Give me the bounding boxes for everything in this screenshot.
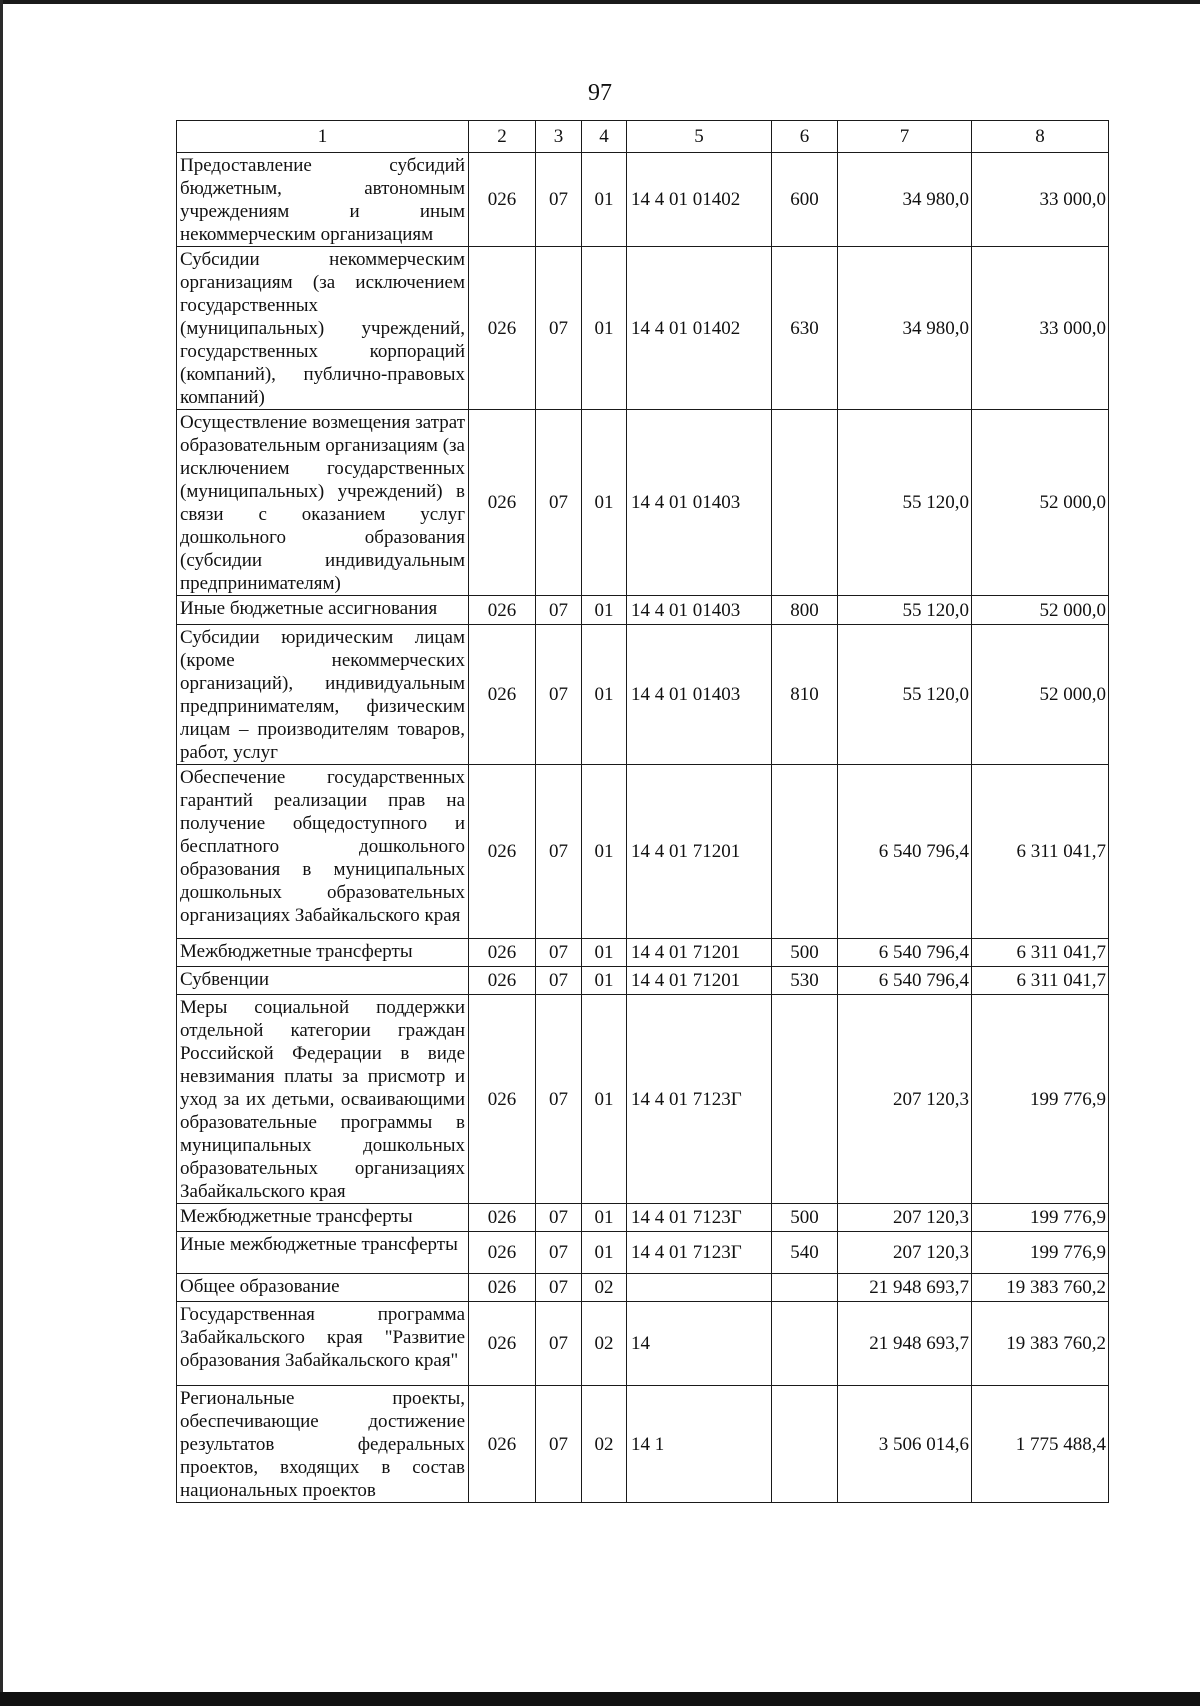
cell-subsection: 02 bbox=[582, 1274, 627, 1302]
table-row bbox=[177, 1232, 1109, 1274]
cell-amount-col7: 6 540 796,4 bbox=[838, 939, 972, 967]
header-cell-7: 7 bbox=[838, 121, 972, 153]
cell-expense-type: 500 bbox=[772, 939, 838, 967]
cell-section: 07 bbox=[536, 967, 582, 995]
cell-name: Иные бюджетные ассигнования bbox=[177, 596, 469, 625]
cell-admin-code: 026 bbox=[469, 153, 536, 247]
cell-target-article: 14 4 01 7123Г bbox=[627, 995, 772, 1204]
table-row bbox=[177, 596, 1109, 625]
cell-name: Меры социальной поддержки отдельной категории граждан Российской Федерации в виде невзимания платы за присмотр и уход за их детьми, осваивающими образовательные программы в муниципальных дошкольных образовательных организациях Забайкальского края bbox=[177, 995, 469, 1204]
header-cell-6: 6 bbox=[772, 121, 838, 153]
cell-section: 07 bbox=[536, 1386, 582, 1503]
cell-target-article bbox=[627, 1274, 772, 1302]
cell-admin-code: 026 bbox=[469, 967, 536, 995]
cell-target-article: 14 4 01 01403 bbox=[627, 596, 772, 625]
table-row bbox=[177, 1204, 1109, 1232]
table-row bbox=[177, 765, 1109, 939]
table-row bbox=[177, 1386, 1109, 1503]
cell-subsection: 01 bbox=[582, 995, 627, 1204]
cell-subsection: 01 bbox=[582, 153, 627, 247]
cell-subsection: 01 bbox=[582, 410, 627, 596]
cell-admin-code: 026 bbox=[469, 247, 536, 410]
cell-section: 07 bbox=[536, 1204, 582, 1232]
cell-target-article: 14 4 01 01403 bbox=[627, 410, 772, 596]
cell-admin-code: 026 bbox=[469, 765, 536, 939]
cell-subsection: 01 bbox=[582, 765, 627, 939]
cell-subsection: 02 bbox=[582, 1386, 627, 1503]
header-row bbox=[177, 121, 1109, 153]
header-cell-8: 8 bbox=[972, 121, 1109, 153]
cell-expense-type: 540 bbox=[772, 1232, 838, 1274]
cell-subsection: 01 bbox=[582, 596, 627, 625]
cell-admin-code: 026 bbox=[469, 596, 536, 625]
cell-expense-type: 600 bbox=[772, 153, 838, 247]
cell-section: 07 bbox=[536, 1232, 582, 1274]
cell-expense-type: 630 bbox=[772, 247, 838, 410]
cell-name: Предоставление субсидий бюджетным, автономным учреждениям и иным некоммерческим организациям bbox=[177, 153, 469, 247]
scan-border-bottom bbox=[0, 1692, 1200, 1706]
cell-admin-code: 026 bbox=[469, 995, 536, 1204]
cell-name: Межбюджетные трансферты bbox=[177, 939, 469, 967]
cell-amount-col8: 6 311 041,7 bbox=[972, 765, 1109, 939]
cell-target-article: 14 1 bbox=[627, 1386, 772, 1503]
table-row bbox=[177, 625, 1109, 765]
cell-amount-col8: 33 000,0 bbox=[972, 153, 1109, 247]
table-row bbox=[177, 1302, 1109, 1386]
cell-expense-type bbox=[772, 1274, 838, 1302]
budget-table bbox=[176, 120, 1109, 1503]
cell-amount-col7: 55 120,0 bbox=[838, 596, 972, 625]
cell-name: Иные межбюджетные трансферты bbox=[177, 1232, 469, 1274]
cell-admin-code: 026 bbox=[469, 1232, 536, 1274]
cell-amount-col8: 52 000,0 bbox=[972, 410, 1109, 596]
header-cell-1: 1 bbox=[177, 121, 469, 153]
table-row bbox=[177, 1274, 1109, 1302]
cell-expense-type: 530 bbox=[772, 967, 838, 995]
cell-section: 07 bbox=[536, 410, 582, 596]
cell-amount-col8: 6 311 041,7 bbox=[972, 967, 1109, 995]
scan-border-top bbox=[0, 0, 1200, 4]
cell-admin-code: 026 bbox=[469, 625, 536, 765]
cell-section: 07 bbox=[536, 625, 582, 765]
cell-admin-code: 026 bbox=[469, 410, 536, 596]
cell-name: Субвенции bbox=[177, 967, 469, 995]
cell-amount-col7: 6 540 796,4 bbox=[838, 765, 972, 939]
cell-amount-col7: 3 506 014,6 bbox=[838, 1386, 972, 1503]
cell-name: Государственная программа Забайкальского края "Развитие образования Забайкальского края" bbox=[177, 1302, 469, 1386]
header-cell-2: 2 bbox=[469, 121, 536, 153]
cell-section: 07 bbox=[536, 995, 582, 1204]
page-number: 97 bbox=[588, 80, 612, 106]
cell-admin-code: 026 bbox=[469, 1302, 536, 1386]
cell-admin-code: 026 bbox=[469, 1386, 536, 1503]
cell-amount-col8: 33 000,0 bbox=[972, 247, 1109, 410]
cell-name: Субсидии юридическим лицам (кроме некоммерческих организаций), индивидуальным предпринимателям, физическим лицам – производителям товаров, работ, услуг bbox=[177, 625, 469, 765]
cell-section: 07 bbox=[536, 939, 582, 967]
cell-subsection: 01 bbox=[582, 939, 627, 967]
cell-amount-col7: 34 980,0 bbox=[838, 247, 972, 410]
cell-admin-code: 026 bbox=[469, 939, 536, 967]
cell-expense-type bbox=[772, 765, 838, 939]
table-row bbox=[177, 247, 1109, 410]
cell-expense-type bbox=[772, 995, 838, 1204]
cell-section: 07 bbox=[536, 1302, 582, 1386]
cell-admin-code: 026 bbox=[469, 1274, 536, 1302]
cell-amount-col8: 1 775 488,4 bbox=[972, 1386, 1109, 1503]
cell-amount-col8: 19 383 760,2 bbox=[972, 1302, 1109, 1386]
cell-name: Региональные проекты, обеспечивающие достижение результатов федеральных проектов, входящих в состав национальных проектов bbox=[177, 1386, 469, 1503]
cell-expense-type bbox=[772, 1386, 838, 1503]
cell-amount-col8: 6 311 041,7 bbox=[972, 939, 1109, 967]
header-cell-4: 4 bbox=[582, 121, 627, 153]
cell-target-article: 14 4 01 01403 bbox=[627, 625, 772, 765]
cell-target-article: 14 4 01 7123Г bbox=[627, 1232, 772, 1274]
cell-amount-col7: 55 120,0 bbox=[838, 410, 972, 596]
cell-amount-col7: 21 948 693,7 bbox=[838, 1302, 972, 1386]
cell-target-article: 14 4 01 71201 bbox=[627, 967, 772, 995]
cell-amount-col7: 207 120,3 bbox=[838, 995, 972, 1204]
cell-target-article: 14 4 01 71201 bbox=[627, 765, 772, 939]
cell-expense-type: 500 bbox=[772, 1204, 838, 1232]
cell-section: 07 bbox=[536, 153, 582, 247]
cell-subsection: 01 bbox=[582, 625, 627, 765]
header-cell-5: 5 bbox=[627, 121, 772, 153]
cell-target-article: 14 4 01 01402 bbox=[627, 153, 772, 247]
cell-amount-col8: 19 383 760,2 bbox=[972, 1274, 1109, 1302]
cell-amount-col8: 199 776,9 bbox=[972, 1232, 1109, 1274]
table-row bbox=[177, 410, 1109, 596]
cell-section: 07 bbox=[536, 765, 582, 939]
cell-target-article: 14 4 01 7123Г bbox=[627, 1204, 772, 1232]
cell-expense-type: 810 bbox=[772, 625, 838, 765]
cell-name: Межбюджетные трансферты bbox=[177, 1204, 469, 1232]
table-row bbox=[177, 995, 1109, 1204]
header-cell-3: 3 bbox=[536, 121, 582, 153]
cell-amount-col7: 21 948 693,7 bbox=[838, 1274, 972, 1302]
cell-subsection: 01 bbox=[582, 247, 627, 410]
cell-amount-col8: 52 000,0 bbox=[972, 625, 1109, 765]
cell-subsection: 01 bbox=[582, 1204, 627, 1232]
cell-amount-col7: 55 120,0 bbox=[838, 625, 972, 765]
cell-subsection: 01 bbox=[582, 967, 627, 995]
cell-name: Общее образование bbox=[177, 1274, 469, 1302]
table-row bbox=[177, 967, 1109, 995]
cell-subsection: 01 bbox=[582, 1232, 627, 1274]
cell-section: 07 bbox=[536, 1274, 582, 1302]
cell-name: Субсидии некоммерческим организациям (за исключением государственных (муниципальных) учреждений, государственных корпораций (компаний), публично-правовых компаний) bbox=[177, 247, 469, 410]
cell-name: Обеспечение государственных гарантий реализации прав на получение общедоступного и бесплатного дошкольного образования в муниципальных дошкольных образовательных организациях Забайкальского края bbox=[177, 765, 469, 939]
cell-amount-col8: 199 776,9 bbox=[972, 995, 1109, 1204]
cell-section: 07 bbox=[536, 596, 582, 625]
cell-target-article: 14 4 01 71201 bbox=[627, 939, 772, 967]
cell-target-article: 14 bbox=[627, 1302, 772, 1386]
cell-admin-code: 026 bbox=[469, 1204, 536, 1232]
cell-expense-type: 800 bbox=[772, 596, 838, 625]
table-row bbox=[177, 153, 1109, 247]
scan-border-left bbox=[0, 0, 3, 1706]
cell-amount-col8: 52 000,0 bbox=[972, 596, 1109, 625]
table-row bbox=[177, 939, 1109, 967]
cell-name: Осуществление возмещения затрат образовательным организациям (за исключением государственных (муниципальных) учреждений) в связи с оказанием услуг дошкольного образования (субсидии индивидуальным предпринимателям) bbox=[177, 410, 469, 596]
cell-amount-col7: 6 540 796,4 bbox=[838, 967, 972, 995]
cell-amount-col8: 199 776,9 bbox=[972, 1204, 1109, 1232]
cell-subsection: 02 bbox=[582, 1302, 627, 1386]
cell-amount-col7: 207 120,3 bbox=[838, 1204, 972, 1232]
cell-section: 07 bbox=[536, 247, 582, 410]
cell-amount-col7: 34 980,0 bbox=[838, 153, 972, 247]
cell-expense-type bbox=[772, 1302, 838, 1386]
cell-amount-col7: 207 120,3 bbox=[838, 1232, 972, 1274]
cell-expense-type bbox=[772, 410, 838, 596]
cell-target-article: 14 4 01 01402 bbox=[627, 247, 772, 410]
